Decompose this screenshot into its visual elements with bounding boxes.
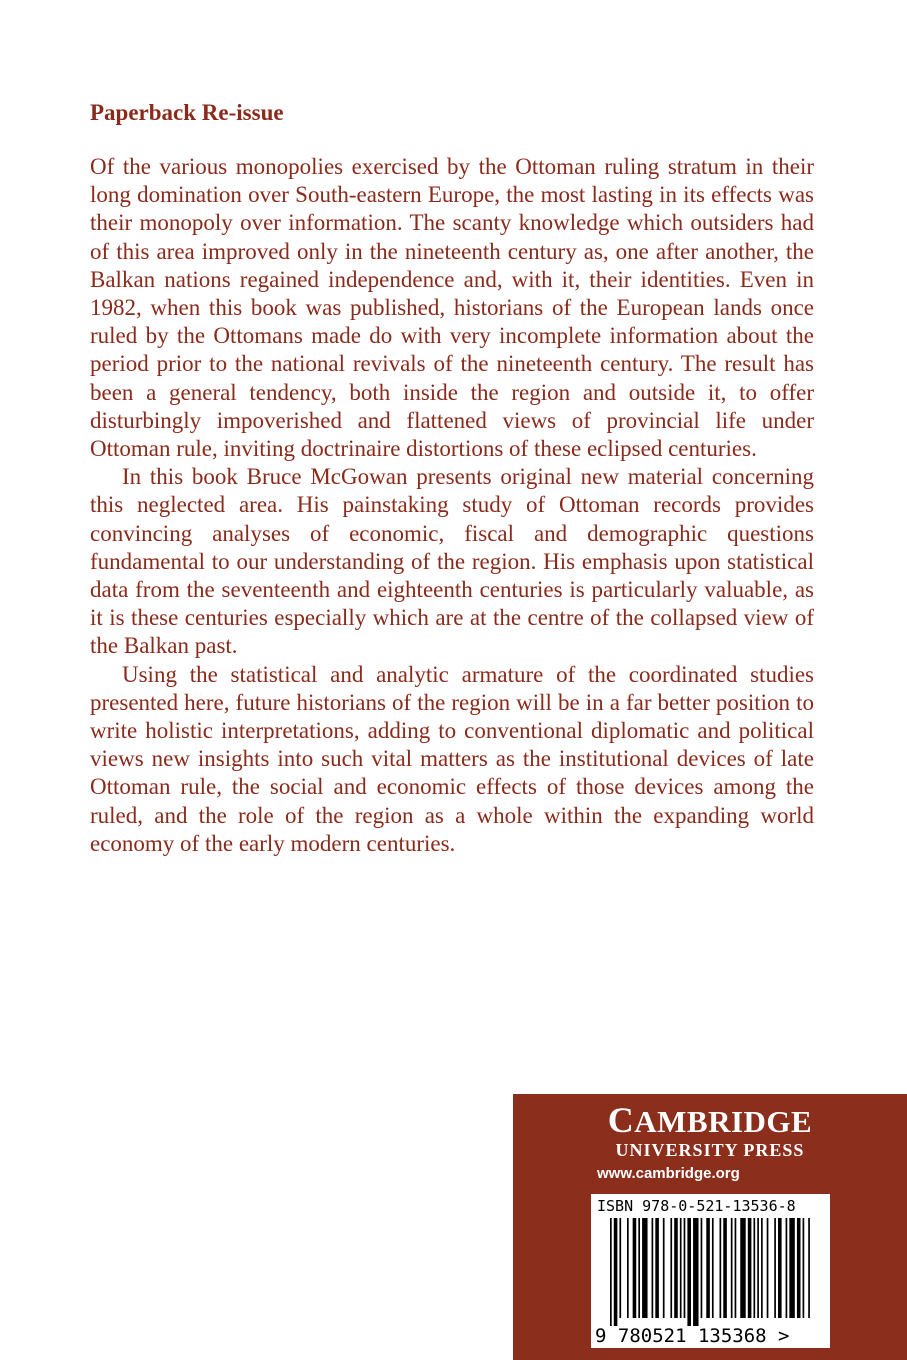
blurb-text [90, 153, 814, 858]
blurb-heading: Paperback Re-issue [90, 100, 284, 125]
publisher-logo-subtitle: UNIVERSITY PRESS [615, 1140, 805, 1160]
publisher-logo-name: CAMBRIDGE [607, 1100, 813, 1140]
barcode-panel [591, 1194, 830, 1348]
blurb-paragraph: Using the statistical and analytic armature of the coordinated studies presented here, future historians of the region will be in a far better position to write holistic interpretations, adding to conventional diplomatic and political views new insights into such vital matters as the institutional devices of late Ottoman rule, the social and economic effects of those devices among the ruled, and the role of the region as a whole within the expanding world economy of the early modern centuries. [90, 661, 814, 856]
blurb-paragraph: Of the various monopolies exercised by the Ottoman ruling stratum in their long domination over South-eastern Europe, the most lasting in its effects was their monopoly over information. The scanty knowledge which outsiders had of this area improved only in the nineteenth century as, one after another, the Balkan nations regained independence and, with it, their identities. Even in 1982, when this book was published, historians of the European lands once ruled by the Ottomans made do with very incomplete information about the period prior to the national revivals of the nineteenth century. The result has been a general tendency, both inside the region and outside it, to offer disturbingly impoverished and flattened views of provincial life under Ottoman rule, inviting doctrinaire distortions of these eclipsed centuries. [90, 154, 814, 462]
barcode-icon [610, 1218, 812, 1326]
publisher-box [513, 1094, 907, 1360]
ean-digits: 9 780521 135368 > [595, 1325, 790, 1347]
publisher-url: www.cambridge.org [597, 1165, 740, 1182]
blurb-paragraph: In this book Bruce McGowan presents original new material concerning this neglected area. His painstaking study of Ottoman records provides convincing analyses of economic, fiscal and demographic questions fundamental to our understanding of the region. His emphasis upon statistical data from the seventeenth and eighteenth centuries is particularly valuable, as it is these centuries especially which are at the centre of the collapsed view of the Balkan past. [90, 464, 814, 659]
isbn-label: ISBN 978-0-521-13536-8 [597, 1197, 796, 1215]
